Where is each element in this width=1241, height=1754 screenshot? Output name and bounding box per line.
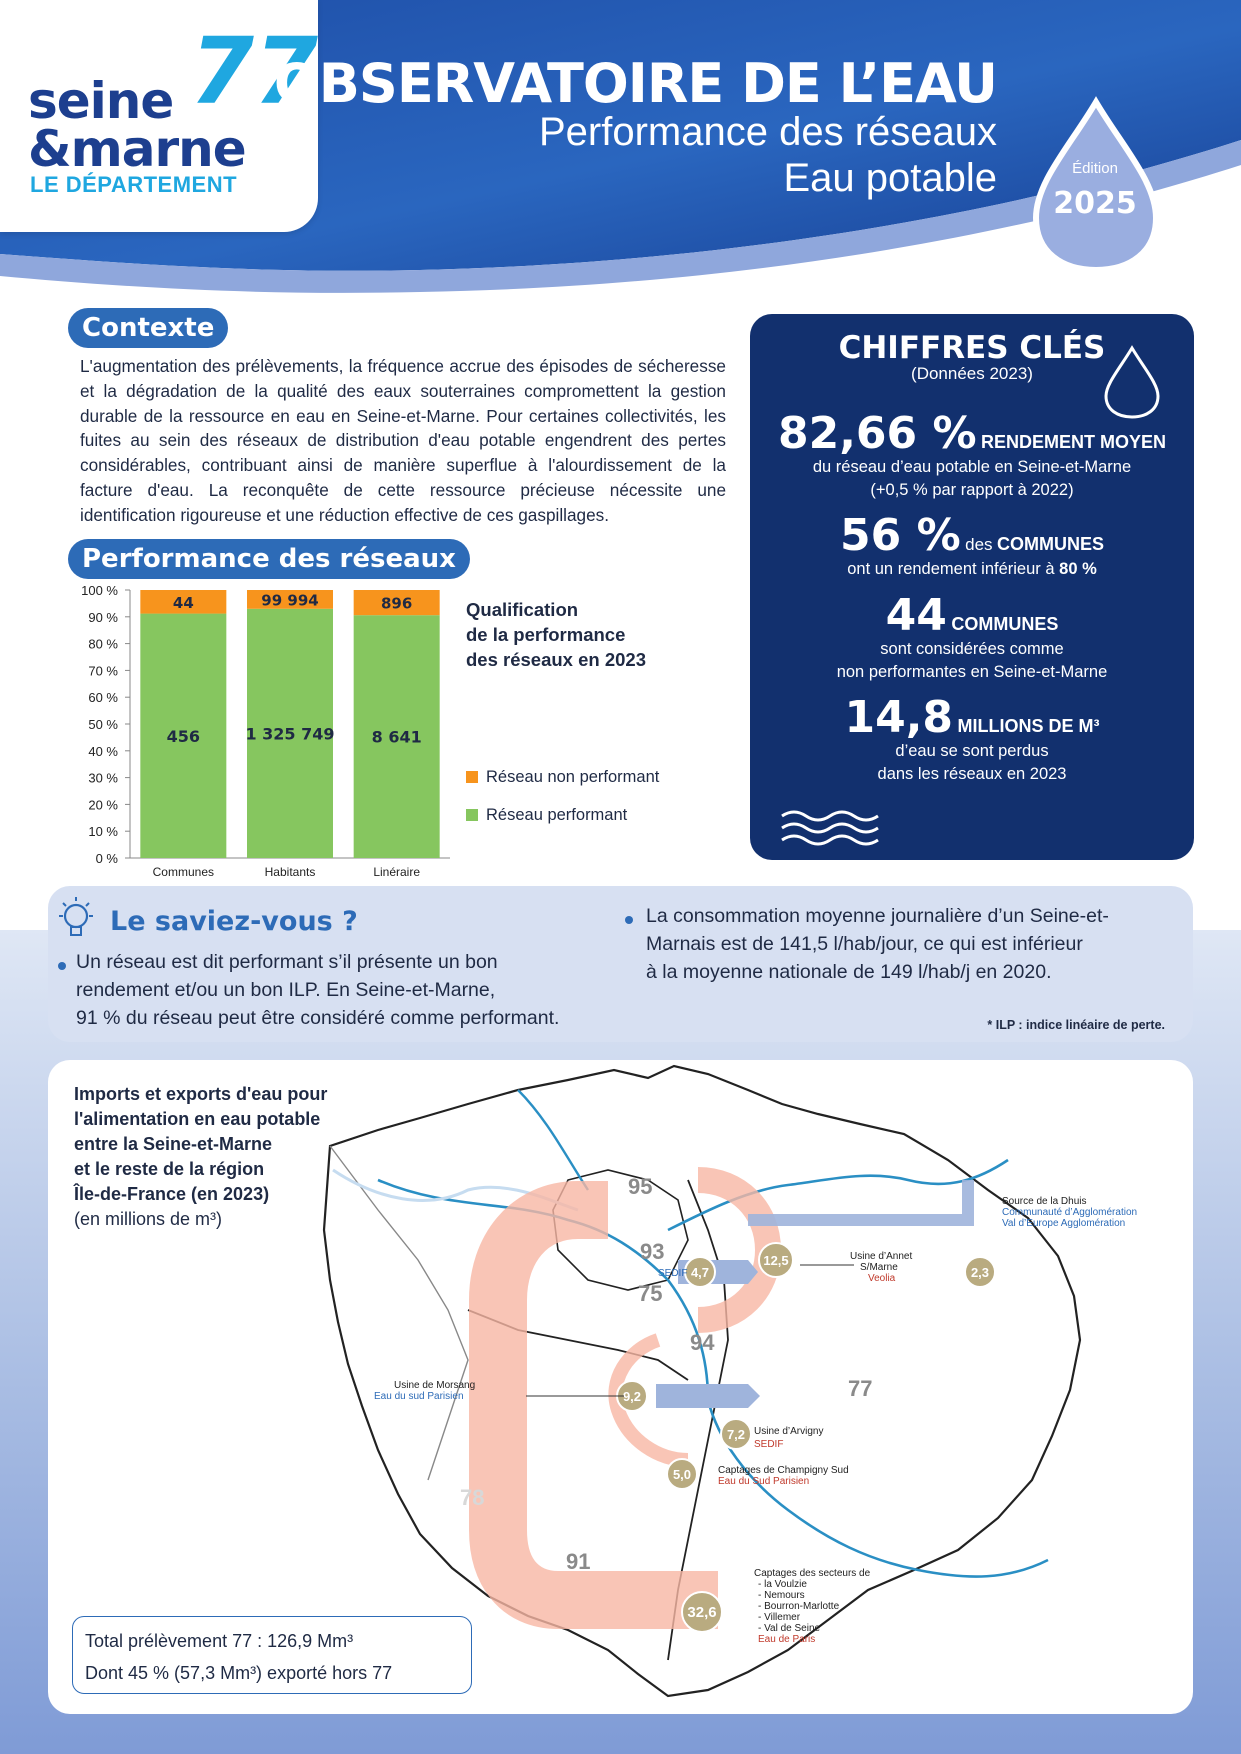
map-title bbox=[74, 1082, 364, 1232]
legend-title-line-2: de la performance bbox=[466, 624, 626, 645]
flow-bubble-value: 2,3 bbox=[970, 1265, 990, 1280]
flow-bubble-value: 32,6 bbox=[687, 1604, 717, 1621]
kf4-text-2: dans les réseaux en 2023 bbox=[877, 765, 1067, 783]
label-sect-3: - Nemours bbox=[758, 1590, 805, 1601]
logo-77-mark: 77 bbox=[190, 18, 319, 125]
header bbox=[0, 0, 1241, 300]
label-annet-2: S/Marne bbox=[860, 1262, 898, 1273]
page-subtitle-2: Eau potable bbox=[783, 156, 997, 200]
logo-department: LE DÉPARTEMENT bbox=[30, 172, 238, 197]
bullet-dot-1 bbox=[58, 962, 66, 970]
waves-icon bbox=[778, 806, 888, 846]
key-figures-subtitle: (Données 2023) bbox=[911, 364, 1033, 383]
kf2-label: COMMUNES bbox=[996, 534, 1104, 554]
flow-blue-arrow-morsang bbox=[656, 1384, 760, 1408]
chart-category-label: Habitants bbox=[264, 865, 316, 879]
label-sect-6: - Val de Seine bbox=[758, 1623, 821, 1634]
contexte-heading: Contexte bbox=[68, 308, 228, 348]
dept-number-95: 95 bbox=[628, 1174, 653, 1199]
chart-y-tick-label: 10 % bbox=[88, 824, 118, 840]
label-annet-3: Veolia bbox=[868, 1273, 896, 1284]
flow-bubble-value: 12,5 bbox=[763, 1253, 789, 1268]
kf4-text-1: d’eau se sont perdus bbox=[895, 742, 1049, 760]
kf1-text-1: du réseau d’eau potable en Seine-et-Marne bbox=[812, 458, 1132, 476]
label-dhuis-2: Communauté d’Agglomération bbox=[1002, 1207, 1138, 1218]
chart-data-label-non-performant: 99 994 bbox=[261, 591, 319, 610]
kf3-value: 44 bbox=[885, 590, 947, 641]
chart-y-tick-label: 40 % bbox=[88, 743, 118, 759]
dept-number-91: 91 bbox=[566, 1549, 591, 1574]
edition-label: Édition bbox=[1072, 160, 1118, 177]
performance-chart bbox=[70, 580, 470, 880]
chart-data-label-performant: 1 325 749 bbox=[245, 724, 335, 744]
flow-bubble-value: 9,2 bbox=[622, 1389, 642, 1404]
chart-y-tick-label: 70 % bbox=[88, 663, 118, 679]
dept-number-77: 77 bbox=[848, 1376, 873, 1401]
legend-title-line-3: des réseaux en 2023 bbox=[466, 649, 646, 670]
label-sect-1: Captages des secteurs de bbox=[754, 1568, 871, 1579]
performance-heading: Performance des réseaux bbox=[68, 539, 470, 579]
kf2-text-a: ont un rendement inférieur à bbox=[847, 560, 1055, 578]
legend-nonperf-label: Réseau non performant bbox=[486, 768, 660, 786]
label-annet-1: Usine d’Annet bbox=[850, 1251, 913, 1262]
label-sect-5: - Villemer bbox=[758, 1612, 801, 1623]
label-dhuis-1: Source de la Dhuis bbox=[1002, 1196, 1087, 1207]
kf2-text-b: 80 % bbox=[1059, 560, 1097, 578]
map-card bbox=[48, 1060, 1193, 1714]
chart-y-tick-label: 0 % bbox=[95, 851, 118, 866]
label-sect-2: - la Voulzie bbox=[758, 1579, 807, 1590]
label-dhuis-3: Val d’Europe Agglomération bbox=[1002, 1218, 1126, 1229]
map-title-line-3: entre la Seine-et-Marne bbox=[74, 1134, 273, 1154]
chart-data-label-performant: 8 641 bbox=[371, 727, 422, 747]
legend-title-line-1: Qualification bbox=[466, 599, 579, 620]
bullet-1-line-1: Un réseau est dit performant s’il présente un bon bbox=[76, 951, 498, 973]
legend-swatch-nonperf bbox=[466, 771, 478, 783]
key-figures-box bbox=[750, 314, 1194, 860]
kf4-value: 14,8 bbox=[844, 692, 954, 743]
edition-year: 2025 bbox=[1053, 186, 1137, 221]
map-title-line-2: l'alimentation en eau potable bbox=[74, 1109, 321, 1129]
map-title-line-1: Imports et exports d'eau pour bbox=[74, 1084, 328, 1104]
bullet-2-line-2: Marnais est de 141,5 l/hab/jour, ce qui est inférieur bbox=[646, 933, 1083, 955]
legend-swatch-perf bbox=[466, 809, 478, 821]
label-sect-4: - Bourron-Marlotte bbox=[758, 1601, 840, 1612]
logo-seine: seine bbox=[28, 72, 174, 130]
label-arvigny-1: Usine d’Arvigny bbox=[754, 1426, 824, 1437]
map-title-unit: (en millions de m³) bbox=[74, 1209, 223, 1229]
dept-number-93: 93 bbox=[640, 1239, 665, 1264]
chart-y-tick-label: 80 % bbox=[88, 636, 118, 652]
kf1-row bbox=[750, 408, 1194, 459]
label-sect-7: Eau de Paris bbox=[758, 1634, 816, 1645]
kf3-text-1: sont considérées comme bbox=[880, 640, 1064, 658]
bullet-1-line-2: rendement et/ou un bon ILP. En Seine-et-Marne, bbox=[76, 979, 496, 1001]
label-sedif-small: SEDIF bbox=[658, 1268, 688, 1279]
contexte-text: L'augmentation des prélèvements, la fréquence accrue des épisodes de sécheresse et la dégradation de la qualité des eaux souterraines compromettent la gestion durable de la ressource en eau en Seine-et-Marne. Pour certaines collectivités, les fuites au sein des réseaux de distribution d'eau potable engendrent des pertes considérables, contribuant ainsi de manière superflue à l'alourdissement de la facture d'eau. La reconquête de cette ressource précieuse nécessite une identification rigoureuse et une réduction effective de ces gaspillages. bbox=[80, 356, 726, 525]
did-you-know-title: Le saviez-vous ? bbox=[110, 906, 358, 937]
chart-y-tick-label: 100 % bbox=[81, 583, 118, 598]
dept-number-75: 75 bbox=[638, 1281, 663, 1306]
page-title: OBSERVATOIRE DE L’EAU bbox=[273, 52, 997, 115]
bullet-1-line-3: 91 % du réseau peut être considéré comme performant. bbox=[76, 1007, 560, 1029]
flow-bubble-value: 4,7 bbox=[690, 1265, 710, 1280]
label-champigny-2: Eau du Sud Parisien bbox=[718, 1476, 810, 1487]
total-withdrawal: Total prélèvement 77 : 126,9 Mm³ bbox=[85, 1631, 354, 1651]
kf3-text-2: non performantes en Seine-et-Marne bbox=[836, 663, 1108, 681]
flow-bubble-value: 7,2 bbox=[726, 1427, 746, 1442]
legend-perf bbox=[466, 806, 627, 825]
did-you-know-bullet-1 bbox=[76, 948, 559, 1032]
chart-y-tick-label: 90 % bbox=[88, 609, 118, 625]
ilp-footnote: * ILP : indice linéaire de perte. bbox=[987, 1018, 1165, 1032]
chart-data-label-non-performant: 896 bbox=[381, 594, 413, 613]
kf1-value: 82,66 % bbox=[777, 408, 977, 459]
kf2-pre: des bbox=[965, 535, 993, 554]
kf1-text-2: (+0,5 % par rapport à 2022) bbox=[870, 481, 1074, 499]
chart-y-tick-label: 50 % bbox=[88, 717, 118, 732]
total-withdrawal-box bbox=[72, 1616, 472, 1694]
kf4-row bbox=[750, 692, 1194, 743]
logo-marne: &marne bbox=[28, 120, 246, 178]
page-subtitle-1: Performance des réseaux bbox=[538, 110, 997, 154]
total-exported: Dont 45 % (57,3 Mm³) exporté hors 77 bbox=[85, 1663, 393, 1683]
legend-perf-label: Réseau performant bbox=[486, 806, 628, 824]
logo-box bbox=[0, 0, 318, 232]
dept-number-94: 94 bbox=[690, 1330, 715, 1355]
map-title-line-5: Île-de-France (en 2023) bbox=[74, 1184, 270, 1204]
key-figures-title: CHIFFRES CLÉS bbox=[838, 330, 1106, 366]
bullet-dot-2 bbox=[625, 916, 633, 924]
label-morsang-1: Usine de Morsang bbox=[394, 1380, 476, 1391]
flow-arrow-north bbox=[698, 1180, 768, 1320]
chart-category-label: Communes bbox=[152, 865, 215, 879]
chart-category-label: Linéraire bbox=[373, 865, 421, 879]
kf2-text bbox=[750, 558, 1194, 581]
chart-data-label-performant: 456 bbox=[166, 726, 201, 746]
dept-number-78: 78 bbox=[460, 1485, 485, 1510]
map-title-line-4: et le reste de la région bbox=[74, 1159, 265, 1179]
kf2-value: 56 % bbox=[840, 510, 961, 561]
chart-y-tick-label: 60 % bbox=[88, 690, 118, 706]
lightbulb-icon bbox=[54, 894, 98, 944]
bullet-2-line-1: La consommation moyenne journalière d’un Seine-et- bbox=[646, 905, 1109, 927]
kf3-row bbox=[750, 590, 1194, 641]
kf4-label: MILLIONS DE M³ bbox=[957, 716, 1100, 736]
chart-y-tick-label: 30 % bbox=[88, 770, 118, 786]
label-morsang-2: Eau du sud Parisien bbox=[374, 1391, 464, 1402]
bullet-2-line-3: à la moyenne nationale de 149 l/hab/j en 2020. bbox=[646, 961, 1052, 983]
chart-data-label-non-performant: 44 bbox=[172, 593, 194, 612]
label-champigny-1: Captages de Champigny Sud bbox=[718, 1465, 849, 1476]
kf1-label: RENDEMENT MOYEN bbox=[981, 432, 1167, 452]
chart-y-tick-label: 20 % bbox=[88, 797, 118, 813]
legend-nonperf bbox=[466, 768, 659, 787]
did-you-know-box bbox=[48, 886, 1193, 1042]
kf2-row bbox=[750, 510, 1194, 561]
river-oise bbox=[518, 1090, 588, 1190]
chart-legend-title bbox=[466, 597, 696, 672]
kf3-label: COMMUNES bbox=[951, 614, 1059, 634]
flow-bubble-value: 5,0 bbox=[672, 1467, 692, 1482]
did-you-know-bullet-2 bbox=[646, 902, 1109, 986]
label-arvigny-2: SEDIF bbox=[754, 1439, 784, 1450]
